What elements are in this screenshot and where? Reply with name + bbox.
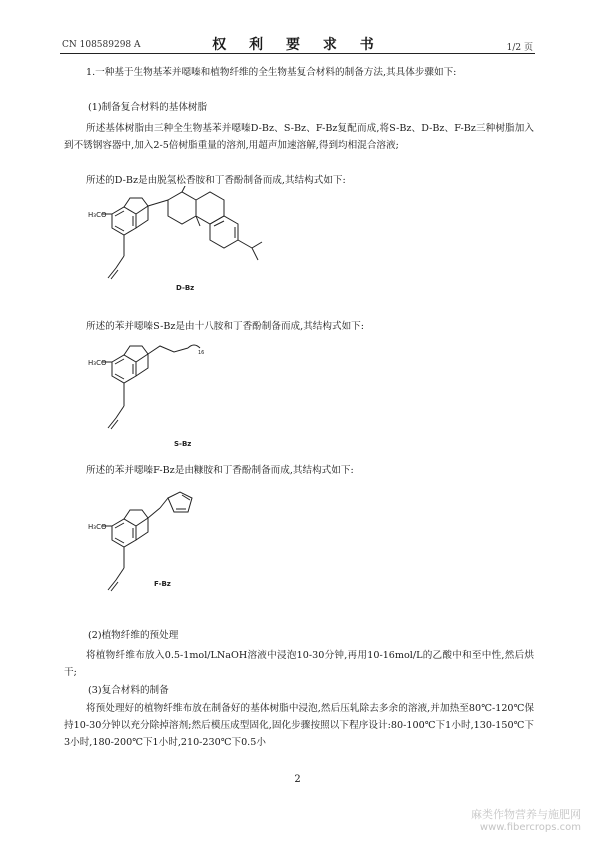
step-3-heading: (3)复合材料的制备	[88, 685, 169, 696]
dbz-structure	[82, 186, 302, 316]
watermark-url: www.fibercrops.com	[479, 822, 581, 833]
sbz-label: S-Bz	[174, 440, 192, 448]
dbz-molecule-drawing	[102, 186, 262, 279]
fbz-structure	[82, 480, 262, 620]
step-1-heading: (1)制备复合材料的基体树脂	[88, 102, 208, 113]
sbz-description: 所述的苯并噁嗪S-Bz是由十八胺和丁香酚制备而成,其结构式如下:	[86, 321, 364, 332]
page-title: 权 利 要 求 书	[212, 37, 383, 53]
sbz-structure	[82, 330, 262, 460]
sbz-chain-subscript: 16	[198, 350, 205, 356]
resin-description: 所述基体树脂由三种全生物基苯并噁嗪D-Bz、S-Bz、F-Bz复配而成,将S-Bz、D-Bz、F-Bz三种树脂加入到不锈钢容器中,加入2-5倍树脂重量的溶剂,用超声加速溶解,得到均相混合溶液;	[64, 123, 534, 152]
sbz-methoxy-label: H₃CO	[88, 359, 107, 367]
document-number: CN 108589298 A	[62, 40, 141, 50]
header-divider	[60, 53, 535, 54]
fbz-molecule-drawing	[102, 492, 192, 591]
claim-intro: 1.一种基于生物基苯并噁嗪和植物纤维的全生物基复合材料的制备方法,其具体步骤如下:	[86, 67, 457, 78]
dbz-methoxy-label: H₃CO	[88, 211, 107, 219]
step-2-heading: (2)植物纤维的预处理	[88, 630, 179, 641]
sbz-molecule-drawing	[102, 345, 200, 429]
fbz-methoxy-label: H₃CO	[88, 523, 107, 531]
dbz-description: 所述的D-Bz是由脱氢松香胺和丁香酚制备而成,其结构式如下:	[86, 175, 346, 186]
watermark-site-name: 麻类作物营养与施肥网	[471, 808, 581, 821]
page-number: 2	[294, 774, 301, 785]
fiber-pretreatment: 将植物纤维布放入0.5-1mol/LNaOH溶液中浸泡10-30分钟,再用10-16mol/L的乙酸中和至中性,然后烘干;	[64, 650, 534, 679]
composite-preparation: 将预处理好的植物纤维布放在制备好的基体树脂中浸泡,然后压轧除去多余的溶液,并加热至80℃-120℃保持10-30分钟以充分除掉溶剂;然后模压成型固化,固化步骤按照以下程序设计:80-100℃下1小时,130-150℃下3小时,180-200℃下1小时,210-230℃下0.5小	[64, 703, 534, 749]
page-indicator: 1/2 页	[506, 43, 533, 53]
fbz-label: F-Bz	[154, 580, 171, 588]
fbz-description: 所述的苯并噁嗪F-Bz是由糠胺和丁香酚制备而成,其结构式如下:	[86, 465, 354, 476]
dbz-label: D-Bz	[176, 284, 195, 292]
